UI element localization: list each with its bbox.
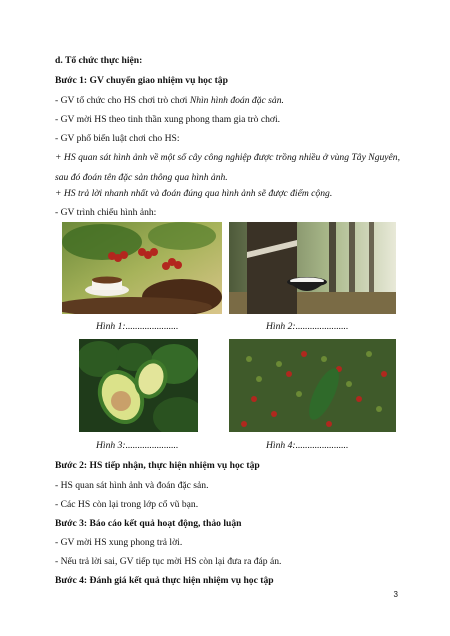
coffee-image: [62, 222, 222, 314]
step1-line1: [55, 95, 284, 107]
game-name: Nhìn hình đoán đặc sản.: [189, 95, 284, 106]
step1-line4: - GV trình chiếu hình ảnh:: [55, 207, 157, 218]
step2-title: Bước 2: HS tiếp nhận, thực hiện nhiệm vụ học tập: [55, 460, 260, 471]
caption-3: Hình 3:......................: [96, 440, 179, 451]
game-rule-2: + HS trả lời nhanh nhất và đoán đúng qua hình ảnh sẽ được điểm cộng.: [55, 188, 333, 199]
avocado-image: [79, 339, 198, 432]
step2-line2: - Các HS còn lại trong lớp cổ vũ bạn.: [55, 499, 199, 510]
rubber-tree-image: [229, 222, 396, 314]
section-heading: d. Tổ chức thực hiện:: [55, 55, 143, 66]
page-number: 3: [393, 590, 398, 599]
step3-line1: - GV mời HS xung phong trả lời.: [55, 537, 183, 548]
step3-title: Bước 3: Báo cáo kết quả hoạt động, thảo luận: [55, 518, 242, 529]
step3-line2: - Nếu trả lời sai, GV tiếp tục mời HS còn lại đưa ra đáp án.: [55, 556, 282, 567]
step4-title: Bước 4: Đánh giá kết quả thực hiện nhiệm vụ học tập: [55, 575, 274, 586]
step1-line3: - GV phổ biến luật chơi cho HS:: [55, 133, 180, 144]
step2-line1: - HS quan sát hình ảnh và đoán đặc sản.: [55, 480, 209, 491]
caption-4: Hình 4:......................: [266, 440, 349, 451]
caption-1: Hình 1:......................: [96, 321, 179, 332]
caption-2: Hình 2:......................: [266, 321, 349, 332]
step1-line2: - GV mời HS theo tinh thần xung phong tham gia trò chơi.: [55, 114, 281, 125]
pepper-image: [229, 339, 396, 432]
game-rule-1: + HS quan sát hình ảnh về một số cây công nghiệp được trồng nhiều ở vùng Tây Nguyên, sau đó đoán tên đặc sản thông qua hình ảnh.: [55, 152, 400, 183]
step1-title: Bước 1: GV chuyển giao nhiệm vụ học tập: [55, 75, 228, 86]
step1-line1-text: - GV tổ chức cho HS chơi trò chơi: [55, 95, 190, 106]
